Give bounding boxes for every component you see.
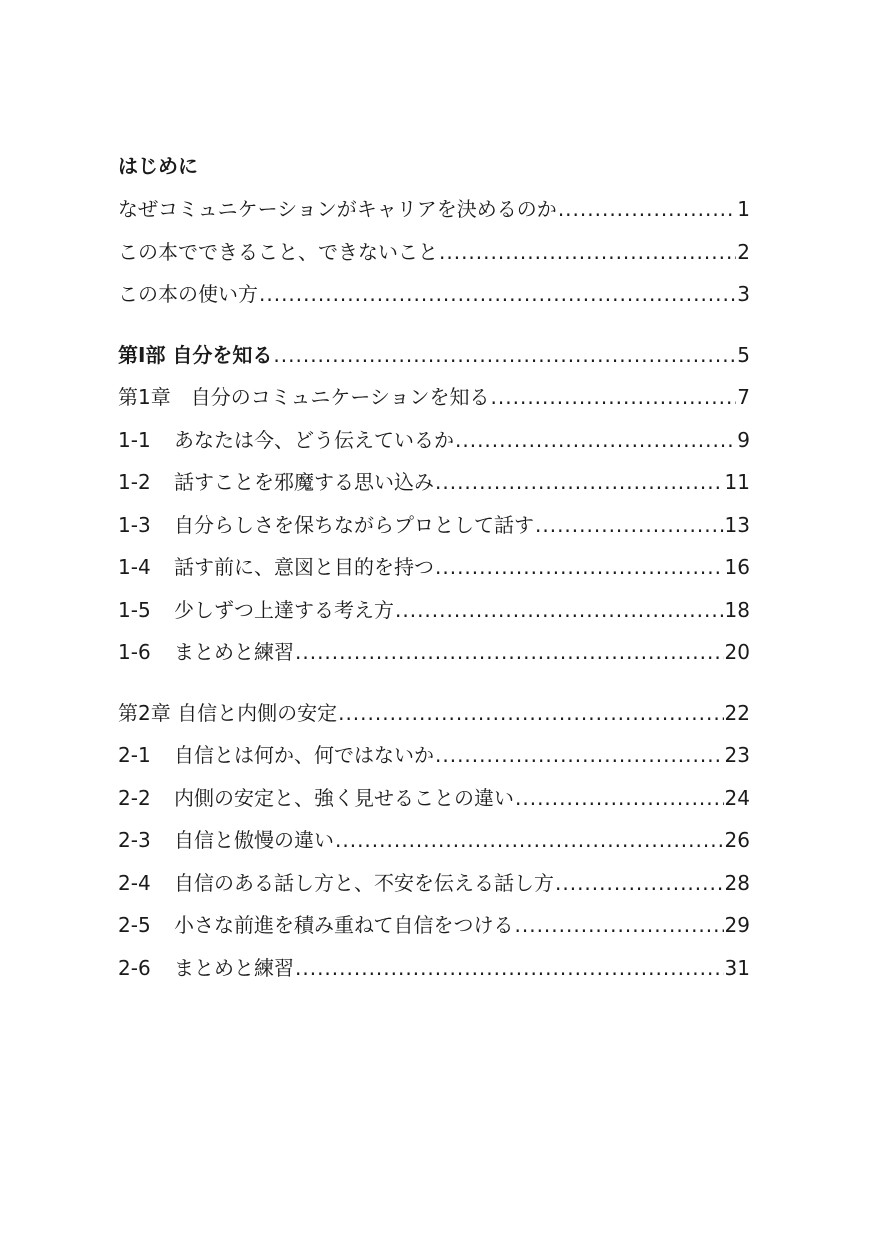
dot-leader	[439, 231, 736, 274]
dot-leader	[338, 692, 723, 735]
spacer	[118, 316, 750, 334]
dot-leader	[515, 777, 724, 820]
section-title: 話す前に、意図と目的を持つ	[174, 555, 434, 579]
toc-entry-chapter-2[interactable]	[118, 692, 750, 735]
dot-leader	[535, 504, 724, 547]
section-title: 少しずつ上達する考え方	[174, 597, 394, 622]
entry-page-number: 24	[724, 785, 750, 810]
entry-page-number: 29	[724, 913, 750, 937]
entry-page-number: 26	[724, 828, 750, 852]
toc-entry-section-1-6[interactable]	[118, 631, 750, 674]
spacer	[118, 674, 750, 692]
dot-leader	[295, 947, 724, 990]
entry-page-number: 20	[724, 640, 750, 664]
section-number: 1-6	[118, 640, 151, 664]
toc-entry-section-2-5[interactable]	[118, 904, 750, 947]
section-title: まとめと練習	[174, 640, 294, 664]
entry-page-number: 5	[737, 342, 750, 367]
toc-entry-intro-1[interactable]	[118, 188, 750, 231]
dot-leader	[273, 334, 736, 377]
toc-entry-section-1-2[interactable]	[118, 461, 750, 504]
toc-entry-part-1[interactable]	[118, 334, 750, 377]
entry-page-number: 7	[737, 385, 750, 409]
section-title: あなたは今、どう伝えているか	[174, 427, 454, 452]
entry-page-number: 9	[737, 427, 750, 452]
toc-entry-intro-3[interactable]	[118, 273, 750, 316]
toc-entry-section-2-6[interactable]	[118, 947, 750, 990]
entry-page-number: 3	[737, 282, 750, 306]
entry-page-number: 13	[724, 512, 750, 537]
toc-entry-intro-2[interactable]	[118, 231, 750, 274]
section-number: 2-4	[118, 870, 151, 895]
section-title: 自信とは何か、何ではないか	[174, 743, 434, 767]
chapter-title: 第1章 自分のコミュニケーションを知る	[118, 385, 490, 409]
dot-leader	[558, 188, 736, 231]
section-title: 小さな前進を積み重ねて自信をつける	[174, 913, 514, 937]
toc-entry-section-1-1[interactable]	[118, 419, 750, 462]
chapter-title: 第2章 自信と内側の安定	[118, 700, 338, 725]
toc-entry-section-1-3[interactable]	[118, 504, 750, 547]
dot-leader	[295, 631, 724, 674]
dot-leader	[435, 734, 724, 777]
entry-title: この本でできること、できないこと	[118, 239, 438, 264]
toc-entry-section-2-2[interactable]	[118, 777, 750, 820]
entry-page-number: 16	[724, 555, 750, 579]
toc-entry-section-1-4[interactable]	[118, 546, 750, 589]
dot-leader	[435, 546, 724, 589]
section-title: まとめと練習	[174, 955, 294, 980]
entry-title: なぜコミュニケーションがキャリアを決めるのか	[118, 197, 557, 221]
dot-leader	[555, 862, 724, 905]
dot-leader	[335, 819, 724, 862]
table-of-contents	[118, 145, 750, 989]
entry-page-number: 28	[724, 870, 750, 895]
part-title: 第Ⅰ部 自分を知る	[118, 342, 273, 367]
section-number: 2-1	[118, 743, 151, 767]
dot-leader	[259, 273, 736, 316]
section-title: 話すことを邪魔する思い込み	[174, 470, 434, 494]
entry-page-number: 31	[724, 955, 750, 980]
section-number: 1-1	[118, 427, 151, 452]
entry-page-number: 23	[724, 743, 750, 767]
section-title: 自信のある話し方と、不安を伝える話し方	[174, 870, 554, 895]
section-number: 1-3	[118, 512, 151, 537]
section-number: 2-6	[118, 955, 151, 980]
section-title: 自分らしさを保ちながらプロとして話す	[174, 512, 534, 537]
section-number: 2-2	[118, 785, 151, 810]
section-number: 2-3	[118, 828, 151, 852]
entry-page-number: 18	[724, 597, 750, 622]
dot-leader	[515, 904, 724, 947]
section-number: 1-5	[118, 597, 151, 622]
dot-leader	[455, 419, 736, 462]
section-number: 1-4	[118, 555, 151, 579]
toc-entry-section-1-5[interactable]	[118, 589, 750, 632]
entry-page-number: 22	[724, 700, 750, 725]
dot-leader	[435, 461, 724, 504]
toc-entry-chapter-1[interactable]	[118, 376, 750, 419]
section-number: 2-5	[118, 913, 151, 937]
entry-page-number: 1	[737, 197, 750, 221]
toc-entry-section-2-3[interactable]	[118, 819, 750, 862]
section-number: 1-2	[118, 470, 151, 494]
entry-page-number: 2	[737, 239, 750, 264]
entry-page-number: 11	[724, 470, 750, 494]
section-title: 自信と傲慢の違い	[174, 828, 334, 852]
entry-title: この本の使い方	[118, 282, 258, 306]
toc-entry-section-2-4[interactable]	[118, 862, 750, 905]
dot-leader	[491, 376, 737, 419]
section-title: 内側の安定と、強く見せることの違い	[174, 785, 514, 810]
dot-leader	[395, 589, 724, 632]
toc-entry-section-2-1[interactable]	[118, 734, 750, 777]
intro-heading: はじめに	[118, 154, 198, 178]
